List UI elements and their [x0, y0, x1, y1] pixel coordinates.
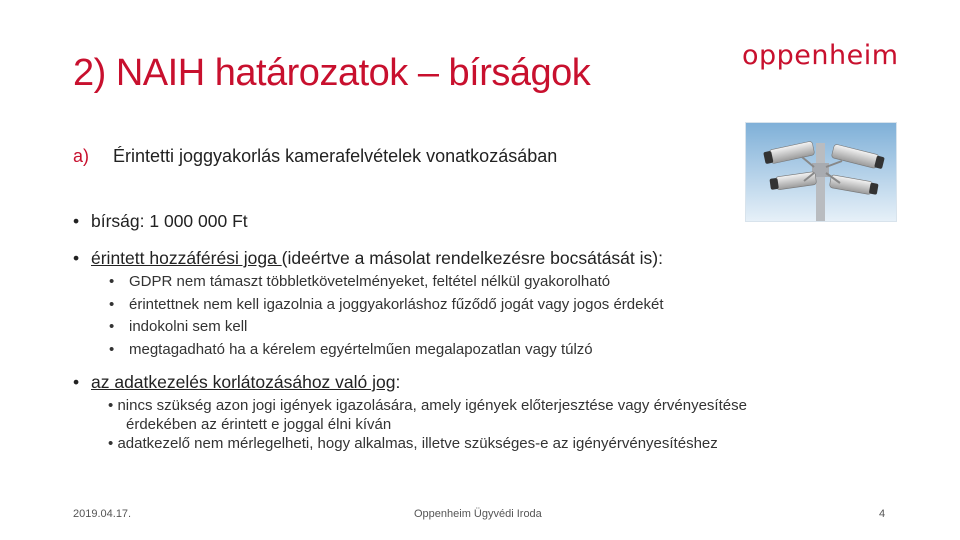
bullet-restriction-right-rest: :	[395, 372, 401, 392]
oppenheim-logo: oppenheim	[742, 40, 899, 71]
section-subtitle	[73, 146, 557, 167]
slide-title: 2) NAIH határozatok – bírságok	[73, 52, 591, 94]
restriction-right-sublist	[108, 396, 747, 453]
bullet-glyph: •	[109, 295, 115, 313]
bullet-glyph: •	[109, 318, 115, 335]
list-item: • érintettnek nem kell igazolnia a joggyakorláshoz fűződő jogát vagy jogos érdekét	[109, 294, 664, 317]
footer-page-number: 4	[879, 508, 886, 520]
bullet-access-right-heading: érintett hozzáférési joga	[91, 248, 282, 268]
list-item: • megtagadható ha a kérelem egyértelműen megalapozatlan vagy túlzó	[109, 339, 664, 362]
bullet-restriction-right	[73, 372, 400, 393]
list-item-continuation: érdekében az érintett e joggal élni kíván	[126, 416, 392, 433]
bullet-glyph: •	[108, 435, 114, 452]
bullet-fine	[73, 211, 248, 232]
bullet-glyph: •	[108, 397, 114, 414]
bullet-restriction-right-heading: az adatkezelés korlátozásához való jog	[91, 372, 396, 392]
subtitle-text: Érintetti joggyakorlás kamerafelvételek vonatkozásában	[113, 146, 558, 166]
list-item: • nincs szükség azon jogi igények igazolására, amely igények előterjesztése vagy érvényesítése	[108, 397, 747, 414]
bullet-glyph: •	[73, 248, 80, 268]
list-item: • GDPR nem támaszt többletkövetelményeket, feltétel nélkül gyakorolható	[109, 271, 664, 294]
footer-company: Oppenheim Ügyvédi Iroda	[414, 508, 542, 520]
bullet-access-right-rest: (ideértve a másolat rendelkezésre bocsátását is):	[281, 248, 663, 268]
list-item: • indokolni sem kell	[109, 316, 664, 339]
list-item: • adatkezelő nem mérlegelheti, hogy alkalmas, illetve szükséges-e az igényérvényesítéshez	[108, 435, 718, 452]
bullet-fine-text: bírság: 1 000 000 Ft	[91, 211, 248, 231]
bullet-access-right	[73, 248, 663, 269]
access-right-sublist	[109, 271, 664, 361]
bullet-glyph: •	[73, 372, 80, 392]
bullet-glyph: •	[109, 340, 115, 358]
subtitle-number: a)	[73, 146, 90, 166]
bullet-glyph: •	[109, 273, 115, 290]
footer-date: 2019.04.17.	[73, 508, 132, 520]
camera-illustration-icon	[746, 123, 896, 221]
bullet-glyph: •	[73, 211, 80, 231]
security-cameras-photo	[745, 122, 897, 222]
